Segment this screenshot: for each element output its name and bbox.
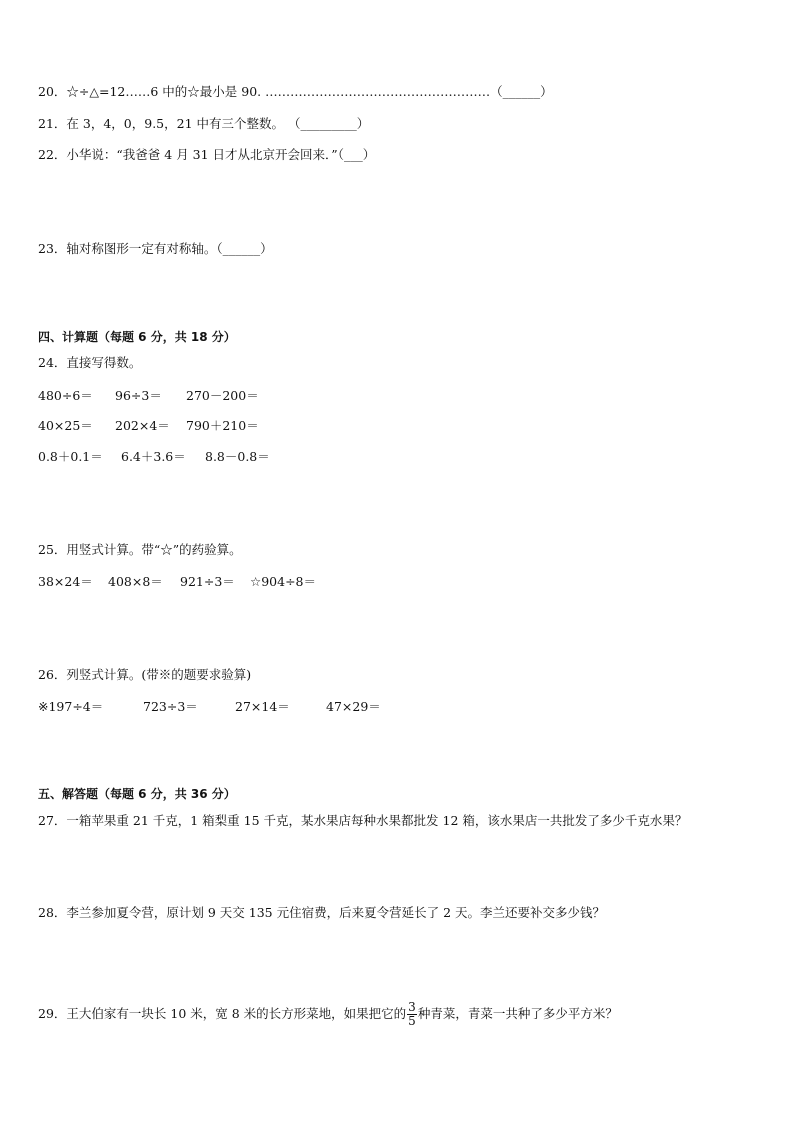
- q25-expr: ☆904÷8＝: [250, 574, 316, 589]
- question-26: 26．列竖式计算。(带※的题要求验算): [38, 667, 252, 682]
- question-22: 22．小华说：“我爸爸 4 月 31 日才从北京开会回来．”（___）: [38, 147, 376, 162]
- question-24: 24．直接写得数。: [38, 355, 142, 370]
- fraction-numerator: 3: [408, 1000, 416, 1014]
- question-21: 21．在 3，4，0，9.5，21 中有三个整数。 （_________）: [38, 116, 370, 131]
- question-23: 23．轴对称图形一定有对称轴。（______）: [38, 241, 273, 256]
- q25-expr: 38×24＝: [38, 574, 93, 589]
- fraction-denominator: 5: [408, 1014, 416, 1028]
- question-28: 28．李兰参加夏令营，原计划 9 天交 135 元住宿费，后来夏令营延长了 2 天。李兰还要补交多少钱？: [38, 905, 606, 920]
- q25-expr: 408×8＝: [108, 574, 163, 589]
- q24-expr: 790＋210＝: [186, 418, 259, 433]
- q24-expr: 8.8－0.8＝: [205, 449, 270, 464]
- fraction-three-fifths: [407, 1001, 417, 1028]
- section-5-title: 五、解答题（每题 6 分，共 36 分）: [38, 787, 236, 801]
- q25-expr: 921÷3＝: [180, 574, 235, 589]
- question-29-text-after: 种青菜，青菜一共种了多少平方米？: [417, 1006, 618, 1021]
- q24-expr: 6.4＋3.6＝: [121, 449, 186, 464]
- q24-expr: 202×4＝: [115, 418, 170, 433]
- q24-expr: 96÷3＝: [115, 388, 162, 403]
- question-20: 20．☆÷△=12……6 中的☆最小是 90. ………………………………………………（______）: [38, 84, 553, 99]
- q24-expr: 270－200＝: [186, 388, 259, 403]
- question-27: 27．一箱苹果重 21 千克，1 箱梨重 15 千克，某水果店每种水果都批发 12 箱，该水果店一共批发了多少千克水果？: [38, 813, 688, 828]
- q26-expr: ※197÷4＝: [38, 699, 104, 714]
- q26-expr: 27×14＝: [235, 699, 290, 714]
- q24-expr: 480÷6＝: [38, 388, 93, 403]
- question-29-text-before: 29．王大伯家有一块长 10 米，宽 8 米的长方形菜地，如果把它的: [38, 1006, 407, 1021]
- q24-expr: 40×25＝: [38, 418, 93, 433]
- q24-expr: 0.8＋0.1＝: [38, 449, 103, 464]
- q26-expr: 47×29＝: [326, 699, 381, 714]
- section-4-title: 四、计算题（每题 6 分，共 18 分）: [38, 330, 236, 344]
- q26-expr: 723÷3＝: [143, 699, 198, 714]
- question-29: [38, 1000, 618, 1028]
- question-25: 25．用竖式计算。带“☆”的药验算。: [38, 542, 242, 557]
